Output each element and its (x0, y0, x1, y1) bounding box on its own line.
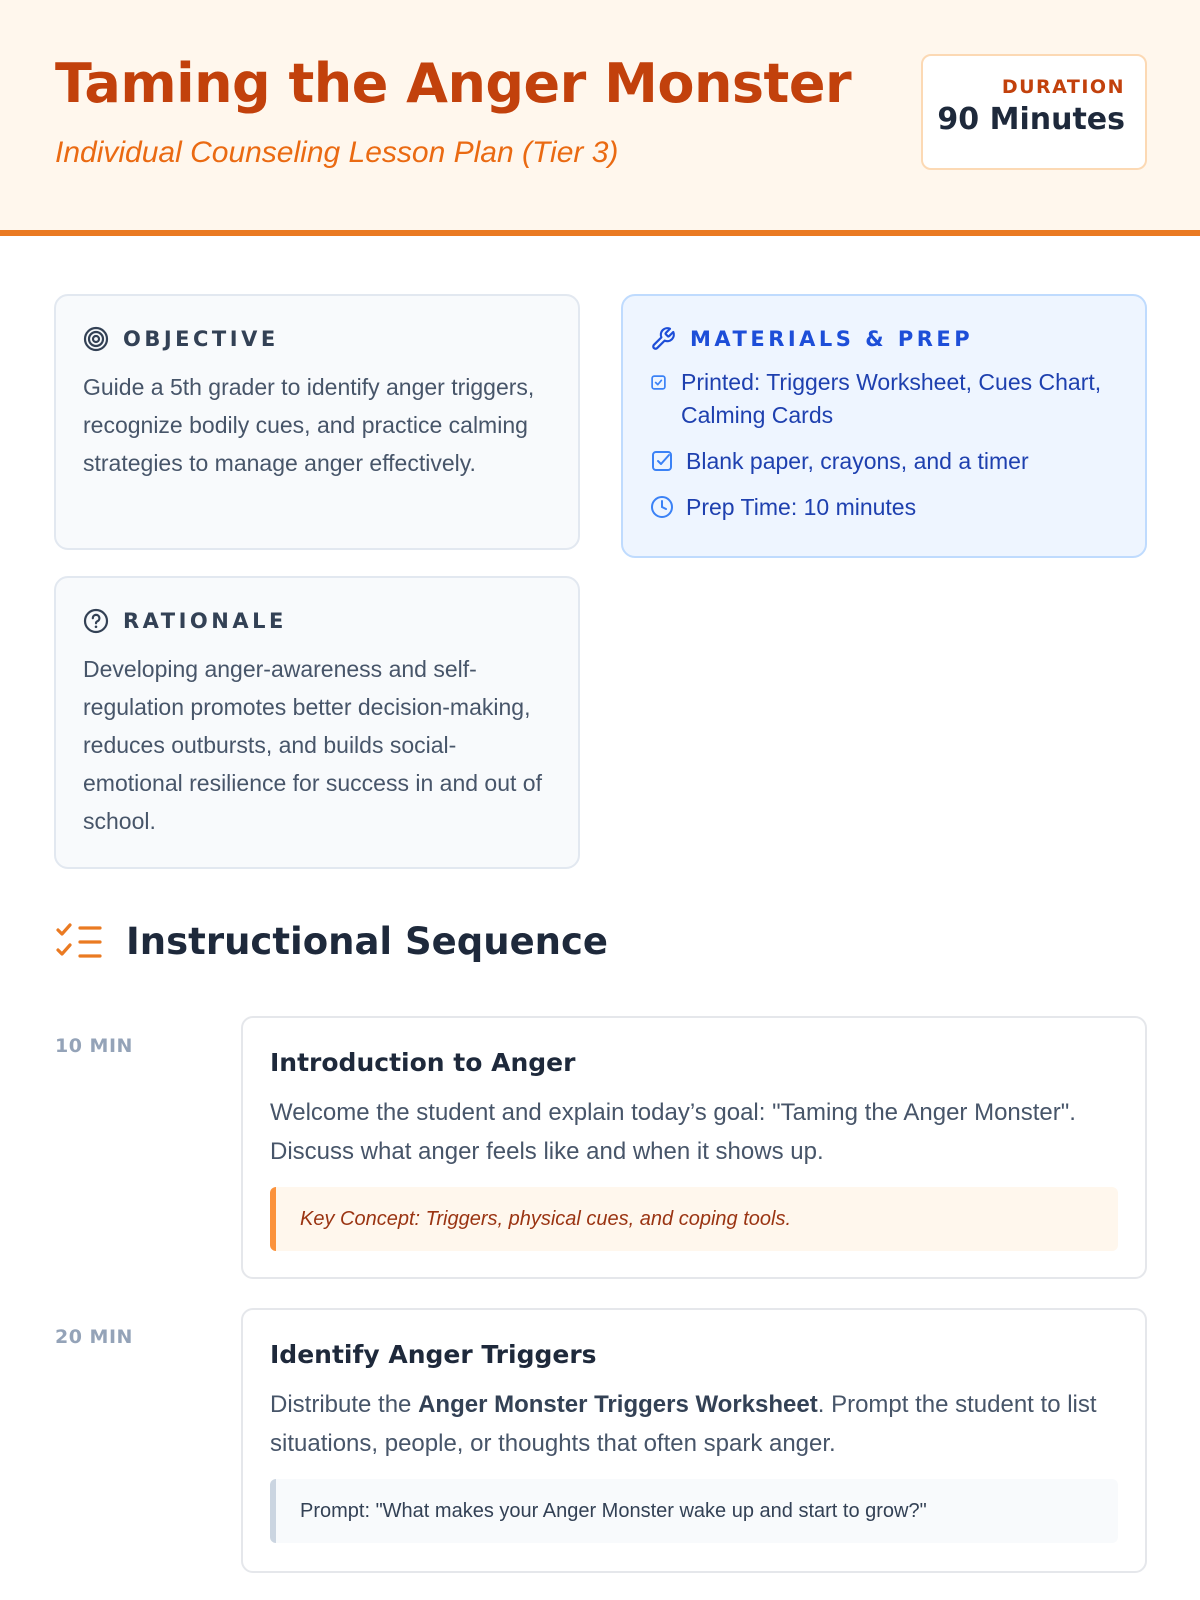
step-description (270, 1385, 1118, 1463)
duration-value: 90 Minutes (937, 102, 1125, 137)
step-time: 20 MIN (55, 1326, 133, 1348)
key-concept-callout: Key Concept: Triggers, physical cues, and coping tools. (270, 1187, 1118, 1251)
materials-title: MATERIALS & PREP (690, 327, 974, 351)
rationale-card (54, 576, 580, 869)
step-title: Introduction to Anger (270, 1048, 576, 1077)
help-circle-icon (83, 608, 109, 634)
page-subtitle: Individual Counseling Lesson Plan (Tier 3) (55, 136, 619, 169)
step-description-text: Distribute the (270, 1391, 419, 1418)
duration-badge (921, 54, 1147, 170)
materials-item-text: Printed: Triggers Worksheet, Cues Chart, Calming Cards (681, 369, 1102, 428)
step-description: Welcome the student and explain today’s goal: "Taming the Anger Monster". Discuss what anger feels like and when it shows up. (270, 1099, 1076, 1165)
objective-text: Guide a 5th grader to identify anger triggers, recognize bodily cues, and practice calming strategies to manage anger effectively. (83, 374, 535, 476)
materials-item-text: Blank paper, crayons, and a timer (686, 448, 1029, 474)
lesson-header (0, 0, 1200, 236)
materials-item (650, 445, 1118, 478)
step-card (241, 1016, 1147, 1279)
rationale-text: Developing anger-awareness and self-regulation promotes better decision-making, reduces outbursts, and builds social-emotional resilience for success in and out of school. (83, 656, 542, 834)
step-description-text: . Prompt the student to list situations, people, or thoughts that often spark anger. (270, 1391, 1097, 1457)
step-time: 10 MIN (55, 1035, 133, 1057)
materials-item (650, 491, 1118, 524)
materials-item-text: Prep Time: 10 minutes (686, 494, 917, 520)
clock-icon (650, 495, 674, 519)
objective-title: OBJECTIVE (123, 327, 279, 351)
objective-header (83, 324, 551, 354)
materials-list (650, 366, 1118, 524)
duration-label: DURATION (1001, 76, 1125, 98)
worksheet-name: Anger Monster Triggers Worksheet (418, 1391, 818, 1418)
rationale-title: RATIONALE (123, 609, 287, 633)
materials-item (650, 366, 1118, 432)
sequence-title: Instructional Sequence (126, 920, 609, 963)
target-icon (83, 326, 109, 352)
step-card (241, 1308, 1147, 1573)
checkbox-icon (650, 449, 674, 473)
objective-card (54, 294, 580, 550)
materials-header (650, 324, 1118, 354)
list-checks-icon (56, 922, 104, 962)
rationale-header (83, 606, 551, 636)
page-title: Taming the Anger Monster (55, 52, 852, 115)
materials-card (621, 294, 1147, 558)
checkbox-icon (650, 374, 667, 391)
wrench-icon (650, 326, 676, 352)
step-title: Identify Anger Triggers (270, 1340, 597, 1369)
sequence-heading (56, 920, 608, 963)
prompt-callout: Prompt: "What makes your Anger Monster wake up and start to grow?" (270, 1479, 1118, 1543)
